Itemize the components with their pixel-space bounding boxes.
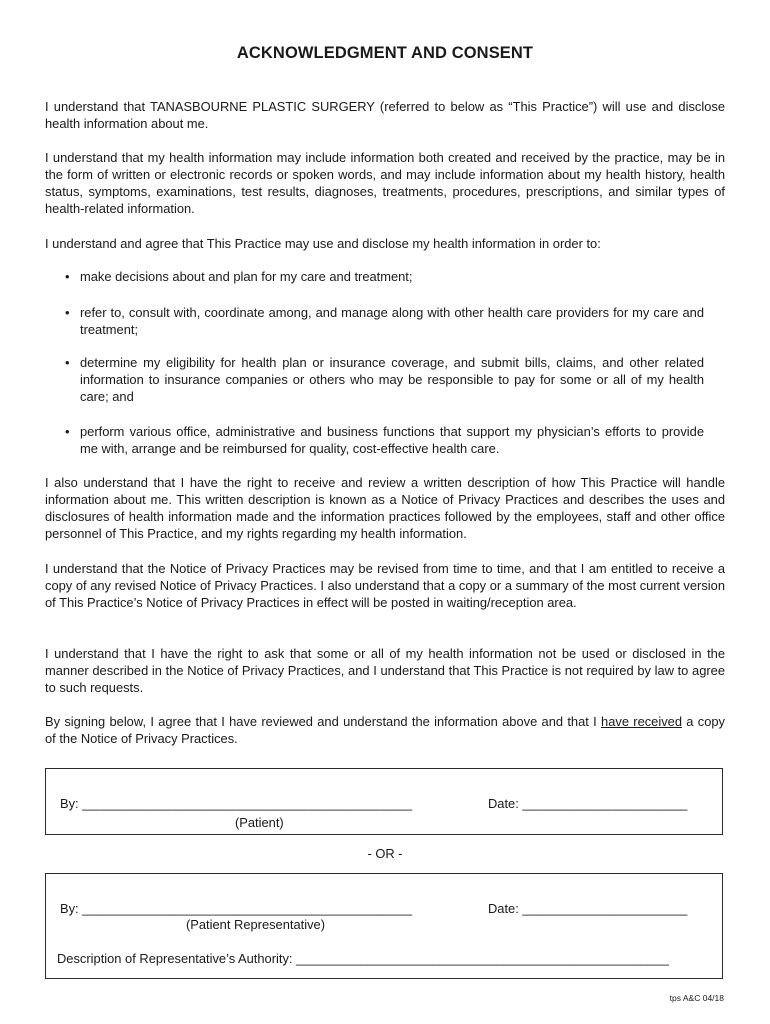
agreement-text-end: a copy of the Notice of Privacy Practices.: [45, 714, 726, 746]
paragraph-practice-use: I understand that TANASBOURNE PLASTIC SURGERY (referred to below as “This Practice”) will use and disclose health information about me.: [45, 99, 725, 131]
patient-signature-line[interactable]: By: ______________________________________________: [60, 796, 412, 811]
representative-caption: (Patient Representative): [186, 917, 326, 932]
list-item-text: perform various office, administrative and business functions that support my physician’s efforts to provide me with, arrange and be reimbursed for quality, cost-effective health care.: [80, 424, 704, 456]
list-item: [62, 423, 704, 457]
patient-signature-box: [45, 768, 723, 835]
or-separator: - OR -: [367, 846, 403, 861]
bullet-icon: •: [65, 355, 70, 370]
paragraph-restriction-rights: I understand that I have the right to ask that some or all of my health information not be used or disclosed in the manner described in the Notice of Privacy Practices, and I understand that This Practice is not required by law to agree to such requests.: [45, 646, 725, 695]
paragraph-use-purposes-intro: I understand and agree that This Practice may use and disclose my health information in order to:: [45, 236, 601, 251]
paragraph-notice-of-privacy: I also understand that I have the right to receive and review a written description of how This Practice will handle information about me. This written description is known as a Notice of Privacy Practices and describes the uses and disclosures of health information made and the information practices followed by the employees, staff and other office personnel of This Practice, and my rights regarding my health information.: [45, 475, 725, 541]
patient-date-line[interactable]: Date: _______________________: [488, 796, 688, 811]
list-item: [62, 268, 704, 285]
bullet-icon: •: [65, 305, 70, 320]
list-item-text: determine my eligibility for health plan or insurance coverage, and submit bills, claims, and other related information to insurance companies or others who may be responsible to pay for some or all of my health care; and: [80, 355, 704, 404]
bullet-icon: •: [65, 424, 70, 439]
form-version-footer: tps A&C 04/18: [669, 993, 724, 1003]
list-item-text: refer to, consult with, coordinate among, and manage along with other health care providers for my care and treatment;: [80, 305, 704, 337]
representative-authority-line[interactable]: Description of Representative’s Authority: ____________________________________________________: [57, 951, 669, 966]
paragraph-notice-revisions: I understand that the Notice of Privacy Practices may be revised from time to time, and that I am entitled to receive a copy of any revised Notice of Privacy Practices. I also understand that a copy or a summary of the most current version of This Practice’s Notice of Privacy Practices in effect will be posted in waiting/reception area.: [45, 561, 725, 610]
list-item: [62, 354, 704, 405]
paragraph-signature-agreement: [45, 713, 725, 747]
document-title: ACKNOWLEDGMENT AND CONSENT: [236, 44, 534, 62]
paragraph-health-info-definition: I understand that my health information may include information both created and received by the practice, may be in the form of written or electronic records or spoken words, and may include information about my health history, health status, symptoms, examinations, test results, diagnoses, treatments, procedures, prescriptions, and similar types of health-related information.: [45, 150, 725, 216]
representative-signature-line[interactable]: By: ______________________________________________: [60, 901, 412, 916]
list-item-text: make decisions about and plan for my care and treatment;: [80, 269, 413, 284]
patient-caption: (Patient): [235, 815, 284, 830]
list-item: [62, 304, 704, 338]
agreement-text: By signing below, I agree that I have reviewed and understand the information above and that I: [45, 714, 602, 729]
have-received-underlined: have received: [601, 714, 683, 729]
representative-signature-box: [45, 873, 723, 979]
bullet-icon: •: [65, 269, 70, 284]
representative-date-line[interactable]: Date: _______________________: [488, 901, 688, 916]
